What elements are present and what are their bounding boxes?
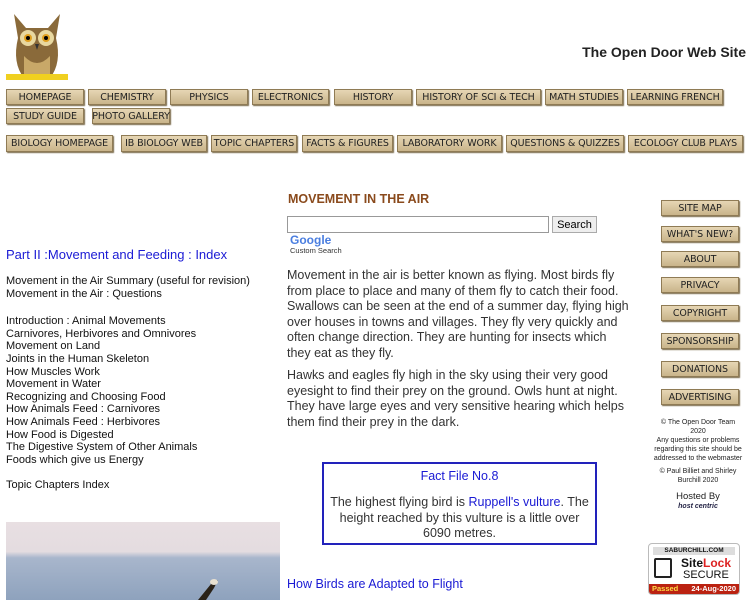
- topic-link[interactable]: Movement in Water: [6, 378, 101, 391]
- nav-button[interactable]: MATH STUDIES: [545, 89, 623, 105]
- topic-link[interactable]: How Animals Feed : Herbivores: [6, 415, 161, 428]
- google-logo: Google: [290, 233, 332, 247]
- lock-icon: [654, 558, 672, 578]
- sidebar-button[interactable]: COPYRIGHT: [661, 305, 739, 321]
- fact-file-title: Fact File No.8: [420, 469, 499, 483]
- topic-link[interactable]: How Food is Digested: [6, 428, 114, 441]
- biology-nav-button[interactable]: BIOLOGY HOMEPAGE: [6, 135, 113, 152]
- topic-link[interactable]: The Digestive System of Other Animals: [6, 441, 198, 454]
- paragraph-1: Movement in the air is better known as flying. Most birds fly from place to place and many of them fly to catch their food. Swallows can be seen at the end of a summer day, flying high over houses in towns and villages. They fly very quickly and often change direction. They are hunting for insects which they eat as they fly.: [287, 268, 629, 360]
- nav-button[interactable]: PHOTO GALLERY: [92, 108, 170, 124]
- biology-nav-button[interactable]: TOPIC CHAPTERS: [211, 135, 297, 152]
- biology-nav-button[interactable]: IB BIOLOGY WEB: [121, 135, 207, 152]
- topic-link[interactable]: Carnivores, Herbivores and Omnivores: [6, 327, 197, 340]
- sidebar-button[interactable]: SITE MAP: [661, 200, 739, 216]
- next-page-link[interactable]: How Birds are Adapted to Flight: [287, 577, 463, 591]
- owl-logo[interactable]: [6, 8, 68, 80]
- nav-button[interactable]: HISTORY OF SCI & TECH: [416, 89, 541, 105]
- nav-button[interactable]: CHEMISTRY: [88, 89, 166, 105]
- site-title: The Open Door Web Site: [582, 44, 746, 60]
- topic-link[interactable]: Joints in the Human Skeleton: [6, 352, 150, 365]
- summary-link[interactable]: Movement in the Air Summary (useful for revision): [6, 275, 250, 287]
- sidebar-button[interactable]: PRIVACY: [661, 277, 739, 293]
- nav-button[interactable]: HISTORY: [334, 89, 412, 105]
- index-heading[interactable]: Part II :Movement and Feeding : Index: [6, 247, 228, 262]
- host-centric-logo[interactable]: host centric: [678, 503, 718, 510]
- contact-note: Any questions or problems regarding this site should be addressed to the webmaster: [653, 437, 743, 462]
- search-input[interactable]: [287, 216, 549, 233]
- sitelock-badge[interactable]: [648, 543, 740, 595]
- copyright-authors: © Paul Billiet and Shirley Burchill 2020: [659, 468, 737, 484]
- sidebar-button[interactable]: SPONSORSHIP: [661, 333, 739, 349]
- sidebar-button[interactable]: WHAT'S NEW?: [661, 226, 739, 242]
- fact-file-box: [322, 462, 597, 545]
- nav-button[interactable]: PHYSICS: [170, 89, 248, 105]
- topic-link[interactable]: How Muscles Work: [6, 365, 100, 378]
- custom-search-label: Custom Search: [290, 246, 342, 255]
- nav-button[interactable]: ELECTRONICS: [252, 89, 329, 105]
- nav-button[interactable]: STUDY GUIDE: [6, 108, 84, 124]
- sitelock-passed: Passed: [652, 584, 679, 593]
- sitelock-secure: SECURE: [683, 569, 729, 581]
- sidebar-button[interactable]: ADVERTISING: [661, 389, 739, 405]
- fact-text-end: . The height reached by this vulture is a little over 6090 metres.: [339, 495, 589, 540]
- nav-button[interactable]: LEARNING FRENCH: [627, 89, 723, 105]
- biology-nav-button[interactable]: QUESTIONS & QUIZZES: [506, 135, 624, 152]
- bird-photo: [6, 522, 280, 600]
- copyright-team: © The Open Door Team 2020: [660, 419, 736, 435]
- questions-link[interactable]: Movement in the Air : Questions: [6, 287, 162, 300]
- topic-link[interactable]: Foods which give us Energy: [6, 453, 144, 466]
- nav-button[interactable]: HOMEPAGE: [6, 89, 84, 105]
- search-button[interactable]: Search: [552, 216, 597, 233]
- fact-text: The highest flying bird is: [330, 495, 469, 509]
- topic-link[interactable]: How Animals Feed : Carnivores: [6, 403, 161, 416]
- topic-chapters-index-link[interactable]: Topic Chapters Index: [6, 479, 110, 492]
- biology-nav-button[interactable]: ECOLOGY CLUB PLAYS: [628, 135, 743, 152]
- biology-nav-button[interactable]: FACTS & FIGURES: [302, 135, 393, 152]
- sitelock-date: 24-Aug-2020: [691, 584, 736, 593]
- sitelock-lock: Lock: [703, 556, 732, 570]
- page-title: MOVEMENT IN THE AIR: [288, 192, 430, 206]
- biology-nav-button[interactable]: LABORATORY WORK: [397, 135, 502, 152]
- topic-link[interactable]: Recognizing and Choosing Food: [6, 390, 166, 403]
- sidebar-button[interactable]: DONATIONS: [661, 361, 739, 377]
- paragraph-2: Hawks and eagles fly high in the sky using their very good eyesight to find their prey on the ground. Owls hunt at night. They have large eyes and very sensitive hearing which helps them find their prey in the dark.: [287, 368, 624, 429]
- hosted-by: Hosted By: [676, 491, 720, 502]
- topic-link[interactable]: Introduction : Animal Movements: [6, 315, 166, 328]
- sidebar-button[interactable]: ABOUT: [661, 251, 739, 267]
- sitelock-site: Site: [681, 556, 704, 570]
- sitelock-domain: SABURCHILL.COM: [653, 547, 735, 555]
- ruppells-vulture-link[interactable]: Ruppell's vulture: [468, 495, 561, 509]
- topic-link[interactable]: Movement on Land: [6, 340, 101, 353]
